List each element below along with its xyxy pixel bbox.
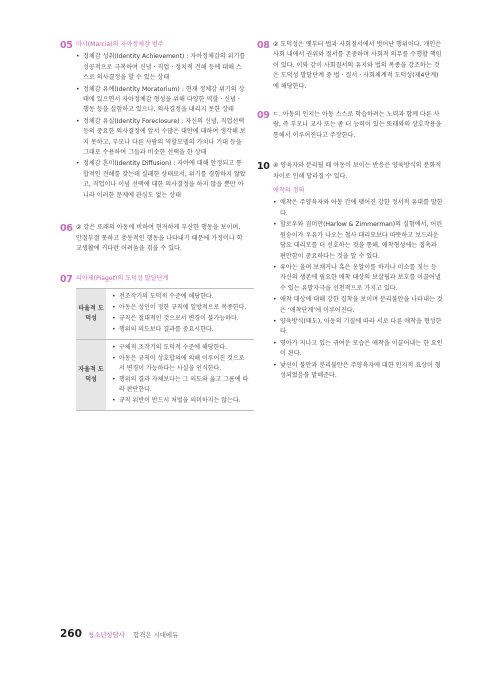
page-number: 260: [60, 628, 82, 640]
list-item: • 정체감 성취(Identity Achievement) : 자아정체감의 위기를 성공적으로 극복하여 신념ㆍ직업ㆍ정치적 견해 등에 대해 스스로 의사결정을 할 수 있는 상태: [76, 52, 246, 83]
list-item: • 구체적 조작기의 도덕적 수준에 해당한다.: [112, 343, 250, 353]
question-number: 07: [60, 274, 73, 286]
answer-title: 피아제(Piaget)의 도덕성 발달단계: [76, 275, 169, 283]
answer-05: [60, 40, 246, 201]
question-number: 09: [257, 110, 270, 122]
question-number: 08: [257, 40, 270, 51]
answer-text: ② 같은 또래의 아동에 비하여 현저하게 부산한 행동을 보이며, 안절부절 못하고 충동적인 행동을 나타내기 때문에 가정이나 학교생활에 커다란 어려움을 겪을 수 있다.: [76, 224, 243, 252]
answer-text: ② 도덕성은 옛부터 법과 사회질서에서 벗어난 행위이다. 개인은 사회 내에서 권위와 질서를 존중하며 사회적 의무를 수행할 책임이 있다. 이와 같이 사회질서의 유지와 법의 복종을 강조하는 것은 도덕성 발달단계 중 법ㆍ질서ㆍ사회체계적 도덕성(제4단계)에 해당한다.: [273, 41, 442, 90]
list-item: • 정체감 혼미(Identity Diffusion) : 자아에 대해 안정되고 통합적인 견해를 갖는데 실패한 상태로서, 위기를 경험하지 않았고, 직업이나 이념 선택에 대한 의사결정을 하지 않을 뿐만 아니라 이러한 문제에 관심도 없는 상태: [76, 159, 246, 201]
right-column: [257, 40, 443, 395]
question-number: 05: [60, 40, 73, 51]
answer-text: ㄷ. 아동의 인지는 아동 스스로 학습하려는 노력과 함께 다른 사람, 즉 부모나 교사 또는 좀 더 능력이 있는 또래와의 상호작용을 통해서 이루어진다고 주장한다.: [273, 111, 442, 139]
bullet-list: [273, 198, 443, 381]
table-row: [76, 339, 254, 410]
answer-text: ④ 양육자와 분리될 때 아동이 보이는 반응은 양육방식의 문화적 차이로 인해 달라질 수 있다.: [273, 162, 442, 180]
book-title: 청소년상담사: [87, 631, 125, 639]
answer-08: [257, 40, 443, 92]
left-column: [60, 40, 249, 425]
book-subtitle: 합격은 시대에듀: [133, 631, 179, 639]
list-item: • 아동은 성인이 정한 규칙에 일방적으로 복종한다.: [112, 303, 250, 313]
stage-label: 타율적 도덕성: [76, 288, 106, 339]
stage-label: 자율적 도덕성: [76, 339, 106, 410]
list-item: • 아동은 규칙이 상호합의에 의해 이루어진 것으로서 변경이 가능하다는 사실을 인식한다.: [112, 354, 250, 374]
question-number: 10: [257, 161, 270, 173]
page-footer: [60, 628, 178, 640]
list-item: • 할로우와 짐머만(Harlow & Zimmerman)의 실험에서, 어린 원숭이가 우유가 나오는 철사 대리모보다 따뜻하고 보드라운 담요 대리모를 더 선호하는 것을 통해, 애착형성에는 접촉과 편안함이 중요하다는 것을 알 수 있다.: [273, 220, 443, 262]
list-item: • 정체감 유실(Identity Foreclosure) : 자신의 신념, 직업선택 등의 중요한 의사결정에 앞서 수많은 대안에 대하여 생각해 보지 못하고, 부모나 다른 사람의 역할모델의 가치나 기대 등을 그대로 수용하여 그들과 비슷한 선택을 한 상태: [76, 117, 246, 159]
list-item: • 행위의 의도보다 결과를 중요시한다.: [112, 325, 250, 335]
list-item: • 규칙 위반이 반드시 처벌을 의미하지는 않는다.: [112, 396, 250, 406]
list-item: • 유아는 울며 보채거나 혹은 옹알이를 하거나 미소를 짓는 등 자신의 생존에 필요한 애착 대상의 보살핌과 보호를 이끌어낼 수 있는 유발자극을 선천적으로 가지고 있다.: [273, 263, 443, 294]
list-item: • 애착은 주양육자와 아동 간에 맺어진 강한 정서적 유대를 말한다.: [273, 198, 443, 219]
list-item: • 정체감 유예(Identity Moratorium) : 현재 정체감 위기의 상태에 있으면서 자아정체감 형성을 위해 다양한 역할ㆍ신념ㆍ행동 등을 실험하고 있으나, 의사결정을 내리지 못한 상태: [76, 85, 246, 116]
bullet-list: [76, 52, 246, 201]
answer-06: [60, 223, 246, 254]
table-row: [76, 288, 254, 339]
list-item: • 행위의 결과 자체보다는 그 의도와 옳고 그름에 따라 판단한다.: [112, 375, 250, 395]
answer-07: [60, 274, 249, 410]
answer-title: 마샤(Marcia)의 자아정체감 범주: [76, 41, 164, 48]
answer-10: [257, 161, 443, 381]
list-item: • 낯선이 불안과 분리불안은 주양육자에 대한 인지적 표상이 형성되었음을 말해준다.: [273, 361, 443, 382]
list-item: • 양육방식(태도), 아동의 기질에 따라 서로 다른 애착을 형성한다.: [273, 317, 443, 338]
list-item: • 규칙은 절대적인 것으로서 변경이 불가능하다.: [112, 314, 250, 324]
list-item: • 애착 대상에 대해 강한 집착을 보이며 분리불안을 나타내는 것은 ‘애착단계’에 이루어진다.: [273, 295, 443, 316]
question-number: 06: [60, 223, 73, 235]
answer-09: [257, 110, 443, 141]
stage-table: [76, 288, 254, 411]
sub-title: 애착의 정의: [273, 187, 305, 195]
list-item: • 영아가 지나고 있는 귀여운 모습은 애착을 이끌어내는 한 요인이 된다.: [273, 339, 443, 360]
list-item: • 전조작기의 도덕적 수준에 해당한다.: [112, 292, 250, 302]
